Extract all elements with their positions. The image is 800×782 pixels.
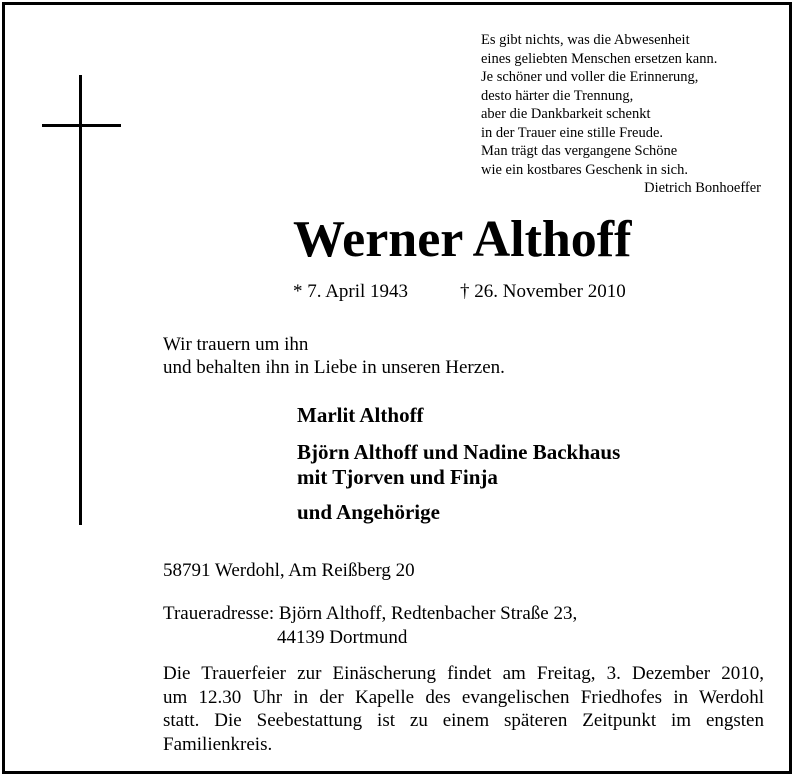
- home-address: 58791 Werdohl, Am Reißberg 20: [163, 560, 415, 581]
- mourning-address-line1: Traueradresse: Björn Althoff, Redtenbacher Straße 23,: [163, 603, 578, 624]
- ceremony-details: [163, 662, 764, 756]
- cross-horizontal-bar: [42, 124, 121, 127]
- cross-vertical-bar: [79, 75, 82, 525]
- quote-author: Dietrich Bonhoeffer: [644, 180, 761, 196]
- ceremony-line: Familienkreis.: [163, 733, 273, 755]
- mourner-grandchildren: mit Tjorven und Finja: [297, 465, 498, 489]
- mourner-relatives: und Angehörige: [297, 500, 440, 524]
- mourner-son: Björn Althoff und Nadine Backhaus: [297, 440, 621, 464]
- quote-line: Es gibt nichts, was die Abwesenheit: [481, 32, 690, 48]
- quote-line: Man trägt das vergangene Schöne: [481, 143, 678, 159]
- birth-date: * 7. April 1943: [293, 281, 409, 302]
- quote-line: in der Trauer eine stille Freude.: [481, 124, 664, 141]
- death-date: † 26. November 2010: [460, 281, 626, 302]
- quote-line: desto härter die Trennung,: [481, 87, 634, 104]
- obituary-notice: [2, 2, 792, 774]
- mourner-wife: Marlit Althoff: [297, 403, 424, 427]
- bonhoeffer-quote: [481, 31, 771, 198]
- intro-line: und behalten ihn in Liebe in unseren Herzen.: [163, 357, 505, 378]
- ceremony-line: um 12.30 Uhr in der Kapelle des evangelischen Friedhofes in Werdohl: [163, 686, 764, 708]
- ceremony-line: Die Trauerfeier zur Einäscherung findet am Freitag, 3. Dezember 2010,: [163, 663, 764, 684]
- deceased-name: Werner Althoff: [293, 211, 632, 268]
- quote-line: eines geliebten Menschen ersetzen kann.: [481, 50, 718, 67]
- quote-line: aber die Dankbarkeit schenkt: [481, 106, 651, 122]
- mourning-intro: [163, 333, 505, 379]
- quote-line: Je schöner und voller die Erinnerung,: [481, 69, 699, 85]
- ceremony-line: statt. Die Seebestattung ist zu einem späteren Zeitpunkt im engsten: [163, 710, 764, 731]
- mourning-address-line2: 44139 Dortmund: [277, 627, 408, 648]
- quote-line: wie ein kostbares Geschenk in sich.: [481, 161, 688, 178]
- intro-line: Wir trauern um ihn: [163, 334, 309, 355]
